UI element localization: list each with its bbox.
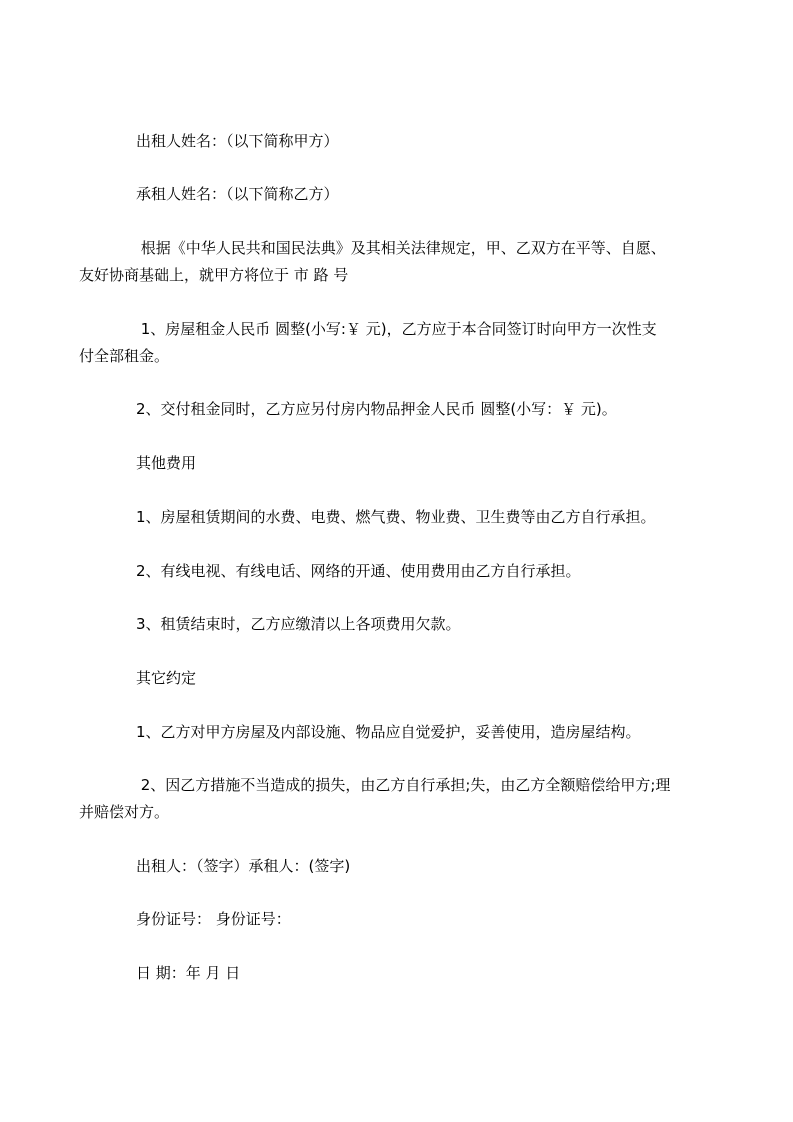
intro-paragraph-line-2: 友好协商基础上，就甲方将位于 市 路 号	[79, 266, 349, 284]
deposit-clause: 2、交付租金同时，乙方应另付房内物品押金人民币 圆整(小写：￥ 元)。	[136, 400, 617, 418]
intro-paragraph-line-1: 根据《中华人民共和国民法典》及其相关法律规定，甲、乙双方在平等、自愿、	[136, 239, 666, 257]
term-item-1: 1、乙方对甲方房屋及内部设施、物品应自觉爱护，妥善使用，造房屋结构。	[136, 723, 641, 741]
fee-item-3: 3、租赁结束时，乙方应缴清以上各项费用欠款。	[136, 615, 461, 633]
date-line: 日 期：年 月 日	[136, 964, 241, 982]
rent-clause-line-2: 付全部租金。	[79, 347, 170, 365]
signature-line: 出租人：（签字）承租人：(签字)	[136, 857, 351, 875]
fee-item-1: 1、房屋租赁期间的水费、电费、燃气费、物业费、卫生费等由乙方自行承担。	[136, 508, 656, 526]
lessee-name-line: 承租人姓名：（以下简称乙方）	[136, 185, 339, 203]
rent-clause-line-1: 1、房屋租金人民币 圆整(小写:￥ 元)，乙方应于本合同签订时向甲方一次性支	[136, 320, 657, 338]
term-item-2-line-2: 并赔偿对方。	[79, 803, 170, 821]
other-terms-heading: 其它约定	[136, 669, 197, 687]
id-number-line: 身份证号： 身份证号：	[136, 910, 291, 928]
fee-item-2: 2、有线电视、有线电话、网络的开通、使用费用由乙方自行承担。	[136, 562, 581, 580]
other-fees-heading: 其他费用	[136, 454, 197, 472]
lessor-name-line: 出租人姓名：（以下简称甲方）	[136, 132, 339, 150]
term-item-2-line-1: 2、因乙方措施不当造成的损失，由乙方自行承担;失，由乙方全额赔偿给甲方;理	[136, 776, 671, 794]
